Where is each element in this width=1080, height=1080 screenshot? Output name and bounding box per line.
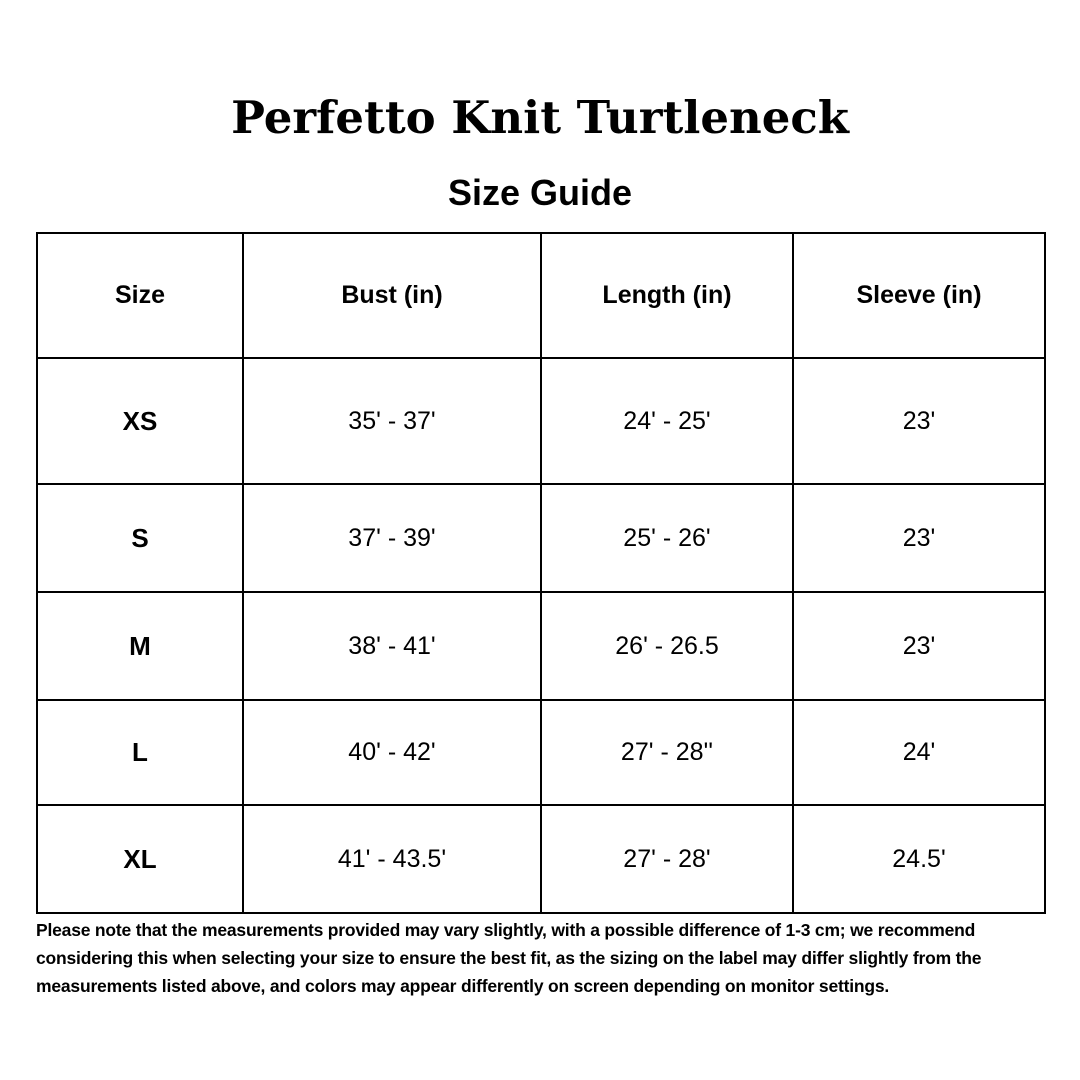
size-guide-table [36,232,1046,914]
table-row [37,358,1045,484]
table-row [37,805,1045,913]
size-cell: S [37,484,243,592]
header-bust: Bust (in) [243,233,541,358]
length-cell: 27' - 28' [541,805,793,913]
bust-cell: 38' - 41' [243,592,541,700]
table-header-row [37,233,1045,358]
bust-cell: 35' - 37' [243,358,541,484]
table-row [37,700,1045,805]
sleeve-cell: 23' [793,484,1045,592]
length-cell: 26' - 26.5 [541,592,793,700]
length-cell: 24' - 25' [541,358,793,484]
bust-cell: 40' - 42' [243,700,541,805]
size-cell: XL [37,805,243,913]
measurement-disclaimer: Please note that the measurements provided may vary slightly, with a possible difference of 1-3 cm; we recommend considering this when selecting your size to ensure the best fit, as the sizing on the label may differ slightly from the measurements listed above, and colors may appear differently on screen depending on monitor settings. [36,920,982,996]
header-sleeve: Sleeve (in) [793,233,1045,358]
sleeve-cell: 23' [793,358,1045,484]
page-title: Perfetto Knit Turtleneck [231,91,849,144]
bust-cell: 41' - 43.5' [243,805,541,913]
sleeve-cell: 24' [793,700,1045,805]
table-row [37,484,1045,592]
bust-cell: 37' - 39' [243,484,541,592]
table-row [37,592,1045,700]
sleeve-cell: 23' [793,592,1045,700]
size-cell: M [37,592,243,700]
header-length: Length (in) [541,233,793,358]
header-size: Size [37,233,243,358]
length-cell: 25' - 26' [541,484,793,592]
page-subtitle: Size Guide [447,172,633,213]
sleeve-cell: 24.5' [793,805,1045,913]
size-cell: XS [37,358,243,484]
length-cell: 27' - 28'' [541,700,793,805]
size-cell: L [37,700,243,805]
